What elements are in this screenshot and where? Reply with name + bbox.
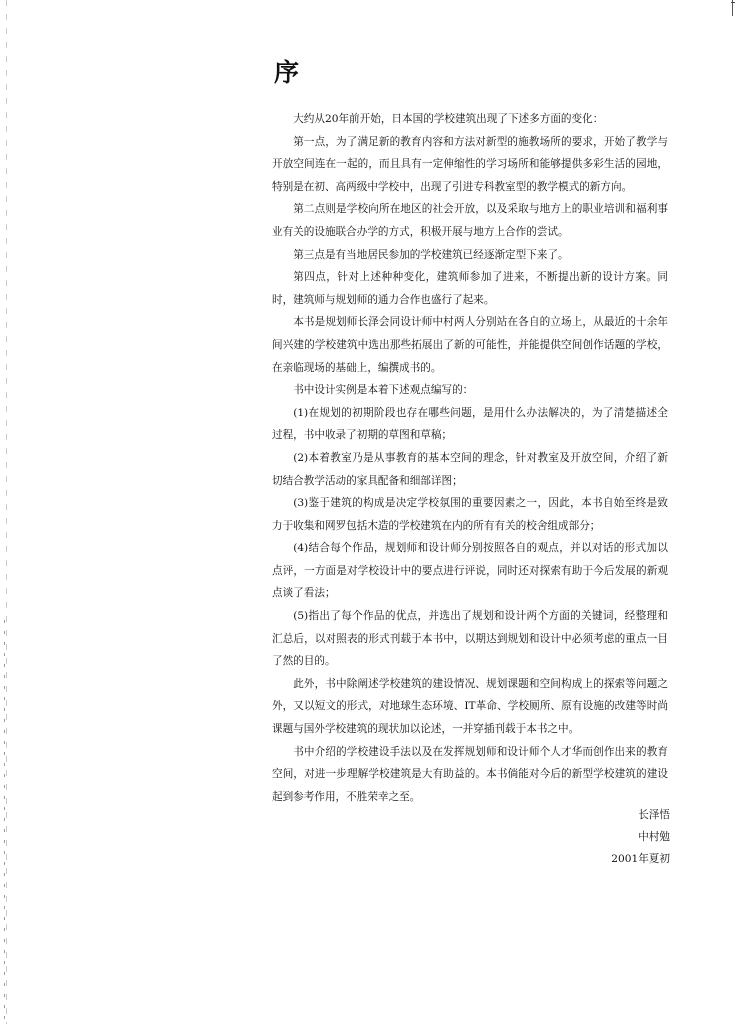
paragraph: (5)指出了每个作品的优点，并选出了规划和设计两个方面的关键词，经整理和汇总后，以对照表的形式刊载于本书中，以期达到规划和设计中必须考虑的重点一目了然的目的。 <box>272 610 668 668</box>
paragraph: (3)鉴于建筑的构成是决定学校氛围的重要因素之一，因此，本书自始至终是致力于收集和网罗包括木造的学校建筑在内的所有有关的校舍组成部分； <box>272 497 668 532</box>
paragraph: (2)本着教室乃是从事教育的基本空间的理念，针对教室及开放空间，介绍了新切结合教学活动的家具配备和细部详图； <box>272 451 668 487</box>
paragraph: 书中介绍的学校建设手法以及在发挥规划师和设计师个人才华而创作出来的教育空间，对进一步理解学校建筑是大有助益的。本书倘能对今后的新型学校建筑的建设起到参考作用，不胜荣幸之至。 <box>272 745 668 803</box>
paragraph: (1)在规划的初期阶段也存在哪些问题，是用什么办法解决的，为了清楚描述全过程，书中收录了初期的草图和草稿； <box>272 406 668 442</box>
page-title: 序 <box>274 58 300 87</box>
signature-block <box>560 804 670 870</box>
paragraph: 此外，书中除阐述学校建筑的建设情况、规划课题和空间构成上的探索等问题之外，又以短文的形式，对地球生态环境、IT革命、学校厕所、原有设施的改建等时尚课题与国外学校建筑的现状加以论述，一并穿插刊载于本书之中。 <box>272 677 668 736</box>
preface-body <box>272 108 668 808</box>
scan-edge-left <box>6 0 7 1024</box>
scan-edge-left-inner <box>4 620 5 1020</box>
paragraph: (4)结合每个作品，规划师和设计师分别按照各自的观点，并以对话的形式加以点评，一方面是对学校设计中的要点进行评说，同时还对探索有助于今后发展的新观点谈了看法； <box>272 542 668 600</box>
paragraph: 本书是规划师长泽会同设计师中村两人分别站在各自的立场上，从最近的十余年间兴建的学校建筑中选出那些拓展出了新的可能性，并能提供空间创作话题的学校，在亲临现场的基础上，编撰成书的。 <box>272 316 668 374</box>
paragraph: 第三点是有当地居民参加的学校建筑已经逐渐定型下来了。 <box>293 248 569 261</box>
paragraph: 第二点则是学校向所在地区的社会开放，以及采取与地方上的职业培训和福利事业有关的设施联合办学的方式，积极开展与地方上合作的尝试。 <box>272 203 668 238</box>
author-name: 长泽悟 <box>638 809 670 821</box>
scan-mark-right <box>731 2 735 3</box>
signature-date: 2001年夏初 <box>611 853 670 865</box>
paragraph: 书中设计实例是本着下述观点编写的： <box>293 384 474 397</box>
paragraph: 大约从20年前开始，日本国的学校建筑出现了下述多方面的变化： <box>293 113 604 125</box>
author-name: 中村勉 <box>638 831 670 843</box>
paragraph: 第一点，为了满足新的教育内容和方法对新型的施教场所的要求，开始了教学与开放空间连在一起的，而且具有一定伸缩性的学习场所和能够提供多彩生活的园地，特别是在初、高两级中学校中，出现了引进专科教室型的教学模式的新方向。 <box>272 135 668 193</box>
paragraph: 第四点，针对上述种种变化，建筑师参加了进来，不断提出新的设计方案。同时，建筑师与规划师的通力合作也盛行了起来。 <box>272 271 668 306</box>
